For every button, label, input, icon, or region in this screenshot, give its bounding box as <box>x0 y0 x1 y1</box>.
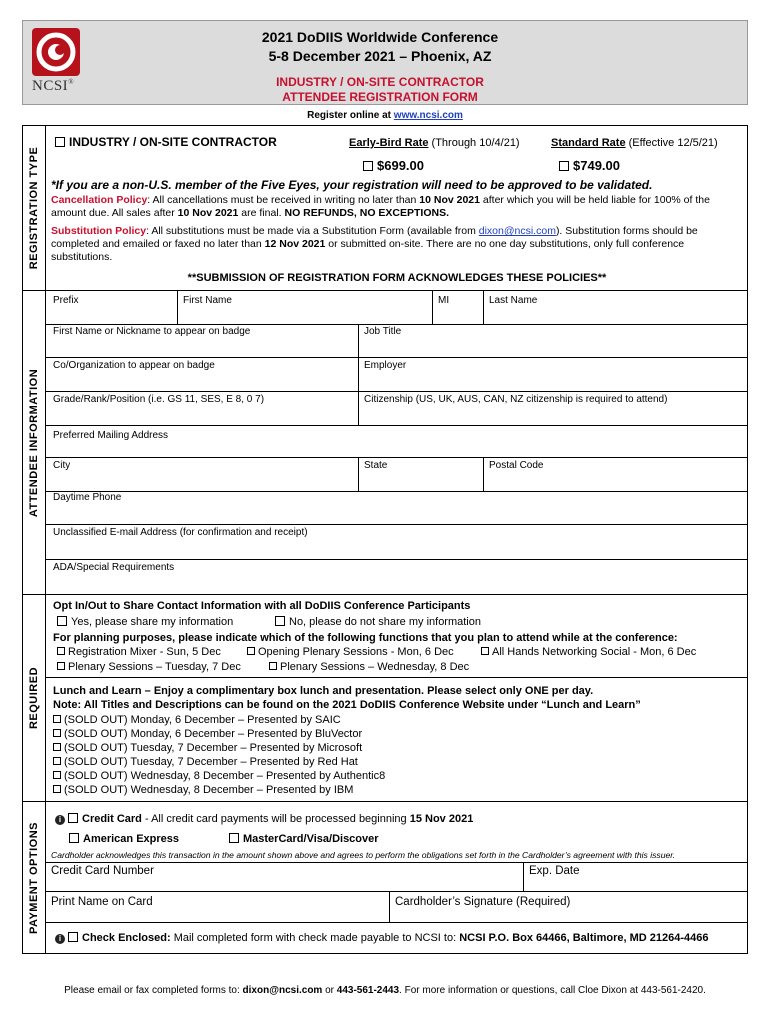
ada-requirements-field[interactable]: ADA/Special Requirements <box>53 562 175 573</box>
checkbox-icon <box>53 757 61 765</box>
checkbox-icon <box>269 662 277 670</box>
checkbox-icon <box>247 647 255 655</box>
checkbox-icon <box>481 647 489 655</box>
last-name-field[interactable]: Last Name <box>489 295 538 306</box>
checkbox-icon <box>229 833 239 843</box>
checkbox-icon <box>68 813 78 823</box>
footer-email[interactable]: dixon@ncsi.com <box>242 985 323 996</box>
ncsi-logo-icon <box>30 26 82 78</box>
checkbox-icon <box>53 785 61 793</box>
five-eyes-note: *If you are a non-U.S. member of the Five Eyes, your registration will need to be approved to be validated. <box>51 178 653 192</box>
checkbox-icon <box>363 161 373 171</box>
optin-yes-option[interactable]: Yes, please share my information <box>57 616 233 628</box>
acknowledge-policies: **SUBMISSION OF REGISTRATION FORM ACKNOWLEDGES THESE POLICIES** <box>187 272 607 284</box>
checkbox-icon <box>53 771 61 779</box>
city-field[interactable]: City <box>53 460 71 471</box>
payment-options-label: PAYMENT OPTIONS <box>23 802 46 953</box>
early-bird-rate-label: Early-Bird Rate (Through 10/4/21) <box>349 137 520 149</box>
conference-title: 2021 DoDIIS Worldwide Conference <box>261 29 499 45</box>
function-plenary-wednesday[interactable]: Plenary Sessions – Wednesday, 8 Dec <box>269 661 469 673</box>
required-section <box>22 594 748 802</box>
postal-code-field[interactable]: Postal Code <box>489 460 544 471</box>
cancellation-policy: Cancellation Policy: All cancellations must be received in writing no later than 10 Nov 2021 after which you will be held liable for 100% of the amount due. All sales after 10 Nov 2021 are final. NO REFUNDS, NO EXCEPTIONS. <box>51 194 710 219</box>
industry-contractor-option[interactable]: INDUSTRY / ON-SITE CONTRACTOR <box>55 135 277 149</box>
footer: Please email or fax completed forms to: dixon@ncsi.com or 443-561-2443. For more information or questions, call Cloe Dixon at 443-561-2420. <box>64 985 706 996</box>
credit-card-option[interactable]: i Credit Card - All credit card payments will be processed beginning 15 Nov 2021 <box>55 813 473 825</box>
amex-option[interactable]: American Express <box>69 833 179 845</box>
daytime-phone-field[interactable]: Daytime Phone <box>53 492 122 503</box>
checkbox-icon <box>55 137 65 147</box>
checkbox-icon <box>57 616 67 626</box>
info-icon: i <box>55 934 65 944</box>
checkbox-icon <box>53 715 61 723</box>
state-field[interactable]: State <box>364 460 388 471</box>
lunch-option[interactable]: (SOLD OUT) Monday, 6 December – Presented by BluVector <box>53 728 362 740</box>
job-title-field[interactable]: Job Title <box>364 326 402 337</box>
exp-date-field[interactable]: Exp. Date <box>529 865 580 877</box>
lunch-note: Note: All Titles and Descriptions can be found on the 2021 DoDIIS Conference Website under “Lunch and Learn” <box>53 699 641 711</box>
mailing-address-field[interactable]: Preferred Mailing Address <box>53 430 169 441</box>
registration-type-section <box>22 125 748 291</box>
credit-card-number-field[interactable]: Credit Card Number <box>51 865 154 877</box>
checkbox-icon <box>68 932 78 942</box>
info-icon: i <box>55 815 65 825</box>
register-online: Register online at www.ncsi.com <box>307 110 463 121</box>
ncsi-logo-text: NCSI® <box>32 78 75 94</box>
signature-field[interactable]: Cardholder’s Signature (Required) <box>395 896 571 908</box>
badge-name-field[interactable]: First Name or Nickname to appear on badge <box>53 326 251 337</box>
lunch-option[interactable]: (SOLD OUT) Wednesday, 8 December – Presented by IBM <box>53 784 353 796</box>
cardholder-note: Cardholder acknowledges this transaction in the amount shown above and agrees to perform the obligations set forth in the Cardholder’s agreement with this issuer. <box>51 850 676 860</box>
standard-price-option[interactable]: $749.00 <box>559 158 620 173</box>
lunch-option[interactable]: (SOLD OUT) Tuesday, 7 December – Presented by Red Hat <box>53 756 358 768</box>
checkbox-icon <box>57 647 65 655</box>
payment-options-section <box>22 801 748 954</box>
checkbox-icon <box>57 662 65 670</box>
employer-field[interactable]: Employer <box>364 360 407 371</box>
planning-title: For planning purposes, please indicate which of the following functions that you plan to attend while at the conference: <box>53 632 678 644</box>
print-name-field[interactable]: Print Name on Card <box>51 896 153 908</box>
footer-phone: 443-561-2443 <box>336 985 400 996</box>
attendee-information-section <box>22 290 748 595</box>
mastercard-visa-option[interactable]: MasterCard/Visa/Discover <box>229 833 379 845</box>
grade-field[interactable]: Grade/Rank/Position (i.e. GS 11, SES, E 8, 0 7) <box>53 394 265 405</box>
early-bird-price-option[interactable]: $699.00 <box>363 158 424 173</box>
optin-title: Opt In/Out to Share Contact Information with all DoDIIS Conference Participants <box>53 600 471 612</box>
registration-type-label: REGISTRATION TYPE <box>23 126 46 290</box>
lunch-option[interactable]: (SOLD OUT) Wednesday, 8 December – Presented by Authentic8 <box>53 770 385 782</box>
standard-rate-label: Standard Rate (Effective 12/5/21) <box>551 137 718 149</box>
optin-no-option[interactable]: No, please do not share my information <box>275 616 481 628</box>
attendee-information-label: ATTENDEE INFORMATION <box>23 291 46 594</box>
lunch-option[interactable]: (SOLD OUT) Monday, 6 December – Presented by SAIC <box>53 714 341 726</box>
checkbox-icon <box>53 729 61 737</box>
first-name-field[interactable]: First Name <box>183 295 232 306</box>
required-label: REQUIRED <box>23 595 46 801</box>
function-networking-social[interactable]: All Hands Networking Social - Mon, 6 Dec <box>481 646 696 658</box>
conference-dates: 5-8 December 2021 – Phoenix, AZ <box>268 48 492 64</box>
function-plenary-tuesday[interactable]: Plenary Sessions – Tuesday, 7 Dec <box>57 661 241 673</box>
register-link[interactable]: www.ncsi.com <box>393 110 463 121</box>
prefix-field[interactable]: Prefix <box>53 295 79 306</box>
checkbox-icon <box>53 743 61 751</box>
citizenship-field[interactable]: Citizenship (US, UK, AUS, CAN, NZ citizenship is required to attend) <box>364 394 668 405</box>
lunch-title: Lunch and Learn – Enjoy a complimentary box lunch and presentation. Please select only ONE per day. <box>53 685 594 697</box>
substitution-email-link[interactable]: dixon@ncsi.com <box>478 225 556 237</box>
lunch-option[interactable]: (SOLD OUT) Tuesday, 7 December – Presented by Microsoft <box>53 742 362 754</box>
form-type-line2: ATTENDEE REGISTRATION FORM <box>282 90 478 104</box>
email-field[interactable]: Unclassified E-mail Address (for confirmation and receipt) <box>53 527 308 538</box>
checkbox-icon <box>69 833 79 843</box>
check-enclosed-option[interactable]: i Check Enclosed: Mail completed form with check made payable to NCSI to: NCSI P.O. Box 64466, Baltimore, MD 21264-4466 <box>55 932 708 944</box>
checkbox-icon <box>559 161 569 171</box>
function-opening-plenary[interactable]: Opening Plenary Sessions - Mon, 6 Dec <box>247 646 454 658</box>
function-registration-mixer[interactable]: Registration Mixer - Sun, 5 Dec <box>57 646 221 658</box>
org-badge-field[interactable]: Co/Organization to appear on badge <box>53 360 215 371</box>
mi-field[interactable]: MI <box>438 295 450 306</box>
form-type-line1: INDUSTRY / ON-SITE CONTRACTOR <box>276 75 484 89</box>
substitution-policy: Substitution Policy: All substitutions must be made via a Substitution Form (available from dixon@ncsi.com). Substitution forms should be completed and emailed or faxed no later than 12 Nov 2021 or submitted on-site. There are no one day substitutions, only full conference substitutions. <box>51 225 698 263</box>
checkbox-icon <box>275 616 285 626</box>
